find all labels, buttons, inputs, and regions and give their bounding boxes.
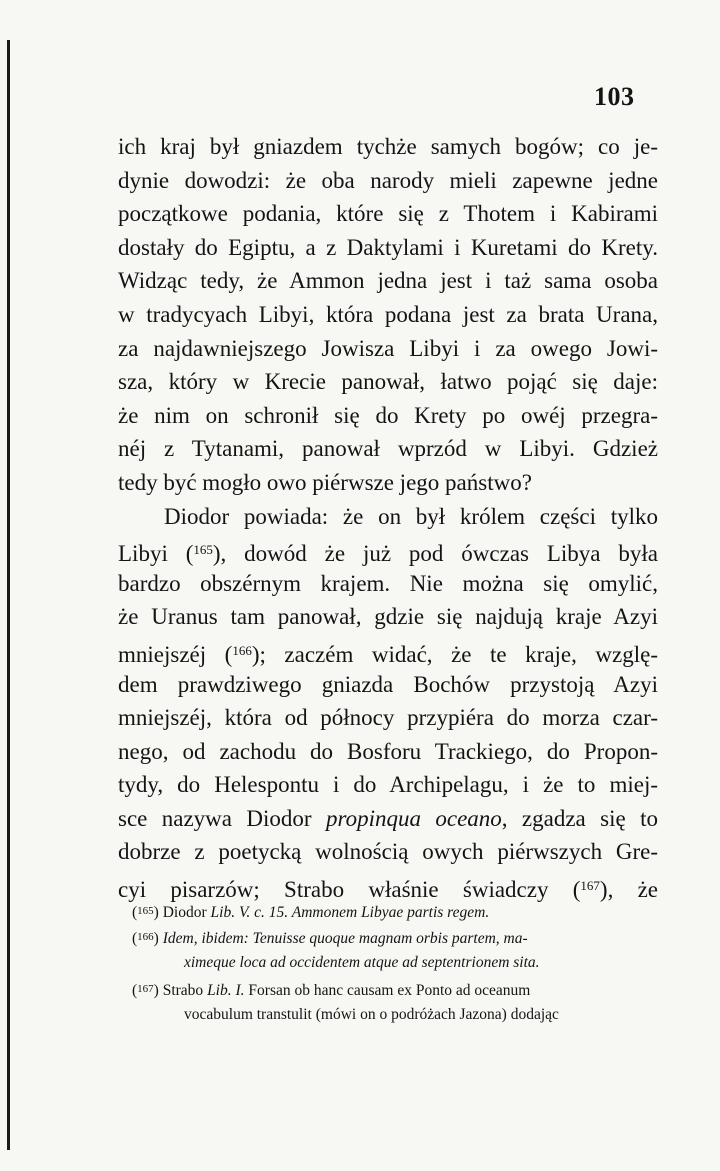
bracket: ) <box>153 982 159 999</box>
footnote-reference: 167 <box>580 878 600 894</box>
footnote-number: 166 <box>137 931 154 943</box>
text-segment: cyi pisarzów; Strabo właśnie świadczy ( <box>118 877 581 903</box>
text-segment: ); zaczém widać, że te kraje, wzglę- <box>251 641 659 667</box>
text-segment: ), dowód że już pod ówczas Libya była <box>212 541 658 567</box>
text-line: dynie dowodzi: że oba narody mieli zapewne jedne <box>118 167 658 193</box>
text-line: w tradycyach Libyi, która podana jest za brata Urana, <box>118 301 658 327</box>
footnote-reference: 166 <box>232 642 252 658</box>
text-line: Widząc tedy, że Ammon jedna jest i taż sama osoba <box>118 268 658 294</box>
paragraph-start-line: Diodor powiada: że on był królem części tylko <box>164 503 658 529</box>
footnote-number: 167 <box>137 983 154 995</box>
text-line: ich kraj był gniazdem tychże samych bogów; co je- <box>118 134 658 159</box>
text-segment: ), że <box>599 877 659 903</box>
footnote-166 <box>132 924 657 950</box>
footnote-number: 165 <box>137 905 154 917</box>
page-binding-edge <box>7 40 10 1150</box>
text-line: nego, od zachodu do Bosforu Trackiego, do Propon- <box>118 738 658 764</box>
text-segment: sce nazywa Diodor <box>118 805 326 831</box>
text-line: dobrze z poetycką wolnością owych piérwszych Gre- <box>118 839 658 865</box>
footnote-167-continuation: vocabulum transtulit (mówi on o podróżach Jazona) dodając <box>184 1006 559 1023</box>
text-line: mniejszéj, która od północy przypiéra do morza czar- <box>118 705 658 731</box>
text-line: néj z Tytanami, panował wprzód w Libyi. Gdzież <box>118 436 658 462</box>
bracket: ( <box>132 904 138 921</box>
text-line: początkowe podania, które się z Thotem i Kabirami <box>118 201 658 227</box>
bracket: ) <box>153 904 159 921</box>
text-line: bardzo obszérnym krajem. Nie można się omylić, <box>118 570 658 596</box>
footnote-text: Forsan ob hanc causam ex Ponto ad oceanum <box>244 982 531 999</box>
text-line: za najdawniejszego Jowisza Libyi i za owego Jowi- <box>118 335 658 361</box>
footnote-167 <box>132 976 657 1002</box>
text-line: że nim on schronił się do Krety po owéj przegra- <box>118 402 658 428</box>
bracket: ( <box>132 930 138 947</box>
text-line: tydy, do Helespontu i do Archipelagu, i że to miej- <box>118 772 658 798</box>
text-line <box>118 634 658 668</box>
footnotes <box>132 898 657 1028</box>
text-segment: Libyi ( <box>118 541 194 567</box>
text-line: że Uranus tam panował, gdzie się najdują kraje Azyi <box>118 604 658 630</box>
text-segment: , zgadza się to <box>501 805 659 831</box>
text-line <box>118 802 658 836</box>
text-line: sza, który w Krecie panował, łatwo pojąć się daje: <box>118 369 658 395</box>
latin-phrase: propinqua oceano <box>325 805 502 831</box>
footnote-citation: Lib. V. c. 15. Ammonem Libyae partis regem. <box>210 904 490 921</box>
page-number: 103 <box>594 82 635 111</box>
bracket: ) <box>153 930 159 947</box>
text-line: dostały do Egiptu, a z Daktylami i Kuretami do Krety. <box>118 234 658 260</box>
footnote-165 <box>132 898 657 924</box>
footnote-166-continuation <box>132 950 657 976</box>
footnote-citation: ximeque loca ad occidentem atque ad septentrionem sita. <box>184 954 540 971</box>
footnote-citation: Idem, ibidem: Tenuisse quoque magnam orbis partem, ma- <box>158 930 528 947</box>
text-line: tedy być mogło owo piérwsze jego państwo? <box>118 469 532 495</box>
footnote-citation: Lib. I. <box>207 982 245 999</box>
text-segment: mniejszéj ( <box>118 641 233 667</box>
footnote-author: Strabo <box>158 982 208 999</box>
bracket: ( <box>132 982 138 999</box>
main-text <box>118 130 658 903</box>
text-line <box>118 533 658 567</box>
footnote-reference: 165 <box>193 542 213 558</box>
footnote-author: Diodor <box>158 904 211 921</box>
text-line: dem prawdziwego gniazda Bochów przystoją Azyi <box>118 671 658 697</box>
